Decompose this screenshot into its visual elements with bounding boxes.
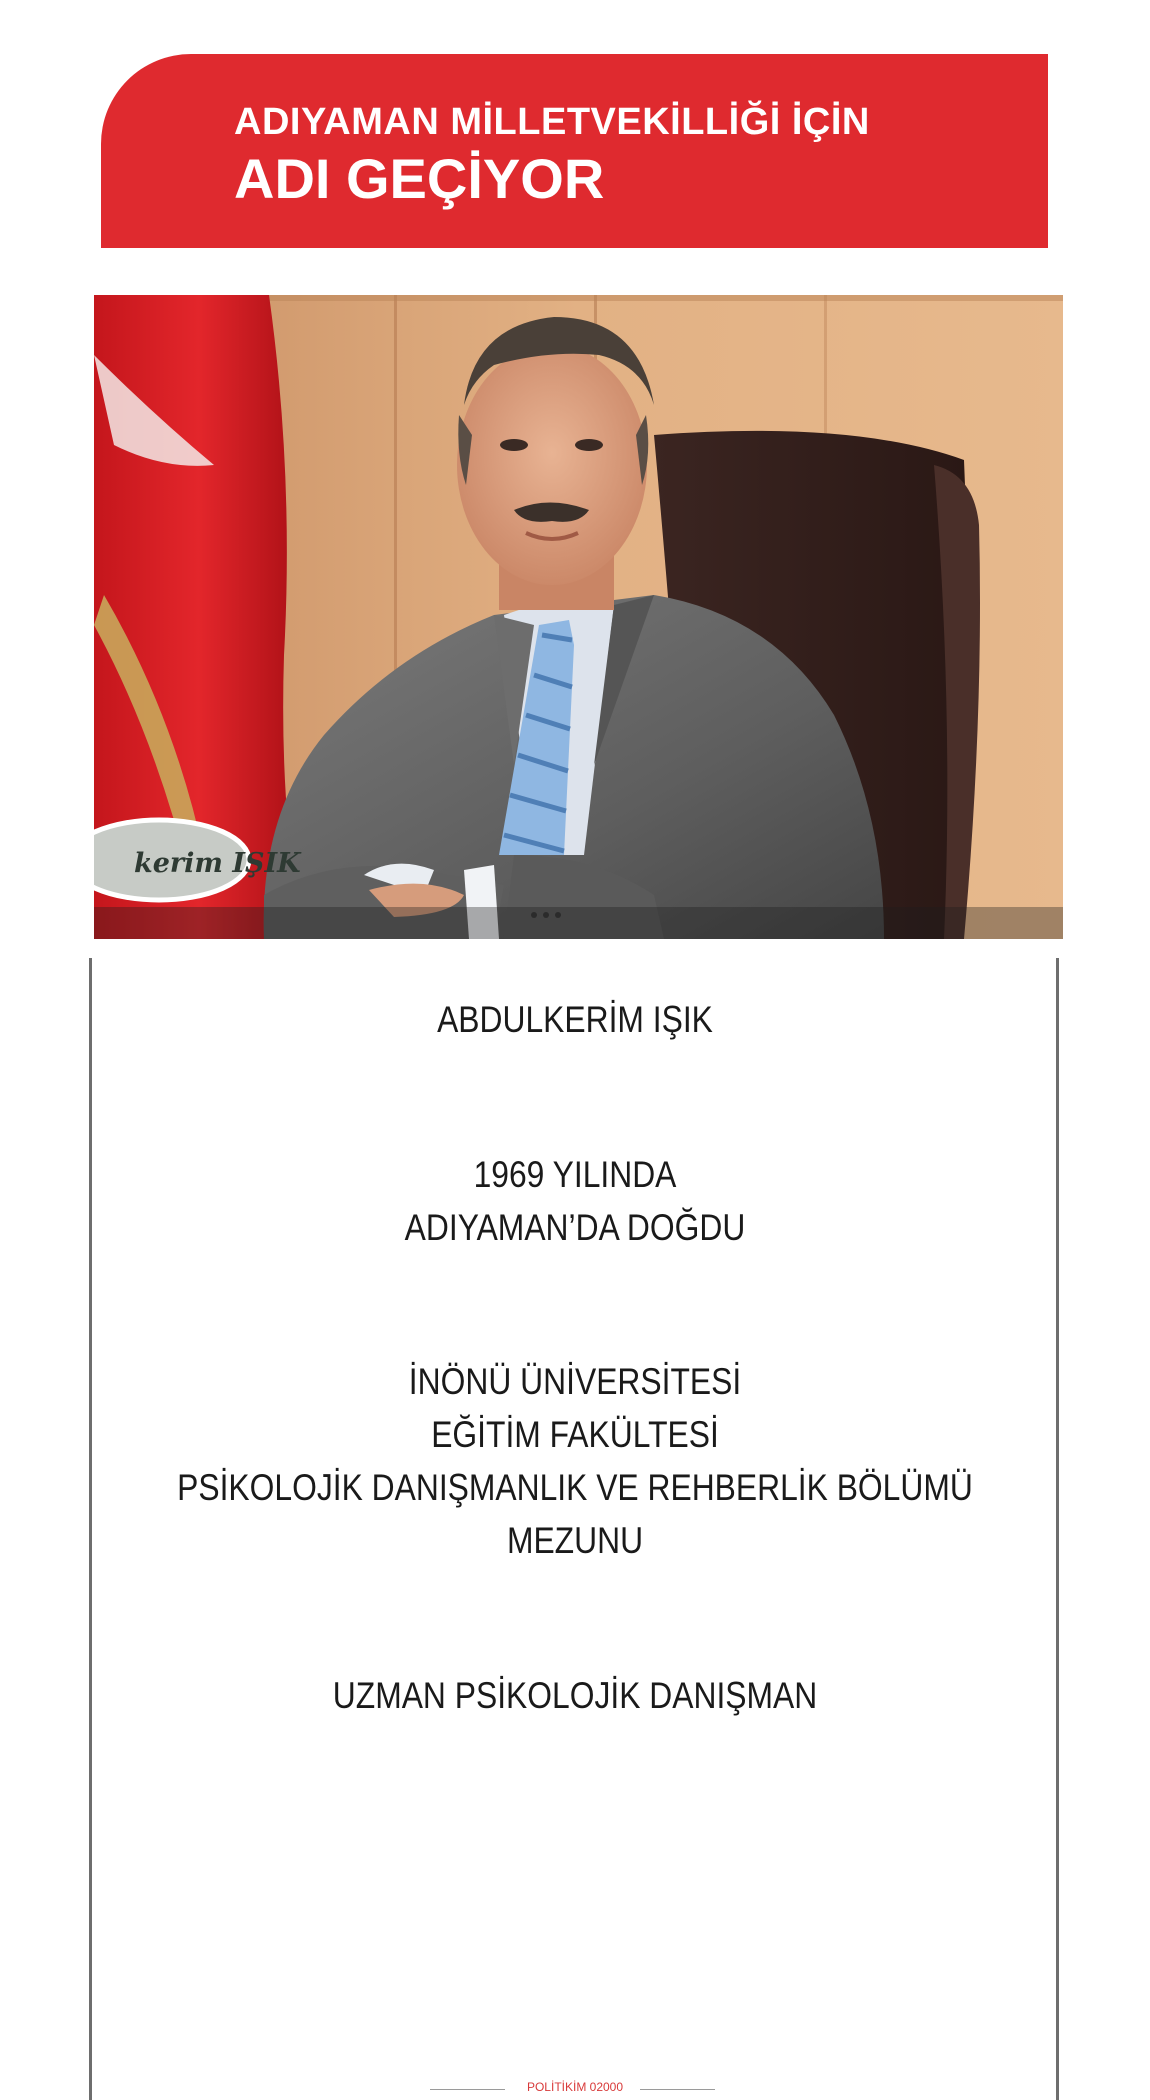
footer-rule-left bbox=[430, 2089, 505, 2090]
page-footer bbox=[0, 2078, 1150, 2100]
frame-right-border bbox=[1056, 958, 1059, 2100]
frame-left-border bbox=[89, 958, 92, 2100]
birth-line-1: 1969 YILINDA bbox=[473, 1154, 677, 1195]
footer-rule-right bbox=[640, 2089, 715, 2090]
headline-banner bbox=[101, 54, 1048, 248]
portrait-photo bbox=[94, 295, 1063, 939]
nameplate-text: kerim IŞIK bbox=[134, 848, 301, 879]
footer-text: POLİTİKİM 02000 bbox=[526, 2080, 624, 2094]
education-line-2: EĞİTİM FAKÜLTESİ bbox=[431, 1414, 719, 1455]
headline-line1: ADIYAMAN MİLLETVEKİLLİĞİ İÇİN bbox=[234, 101, 870, 143]
education-line-3: PSİKOLOJİK DANIŞMANLIK VE REHBERLİK BÖLÜMÜ bbox=[177, 1467, 973, 1508]
headline-line2: ADI GEÇİYOR bbox=[234, 147, 605, 210]
education-line-1: İNÖNÜ ÜNİVERSİTESİ bbox=[408, 1361, 742, 1402]
bio-birth bbox=[161, 1148, 988, 1254]
bio-profession bbox=[161, 1669, 988, 1722]
person-name: ABDULKERİM IŞIK bbox=[437, 999, 713, 1040]
education-line-4: MEZUNU bbox=[506, 1520, 644, 1561]
birth-line-2: ADIYAMAN’DA DOĞDU bbox=[404, 1207, 746, 1248]
bio-education bbox=[161, 1355, 988, 1567]
profession-line: UZMAN PSİKOLOJİK DANIŞMAN bbox=[332, 1675, 818, 1716]
bio-name bbox=[161, 993, 988, 1046]
